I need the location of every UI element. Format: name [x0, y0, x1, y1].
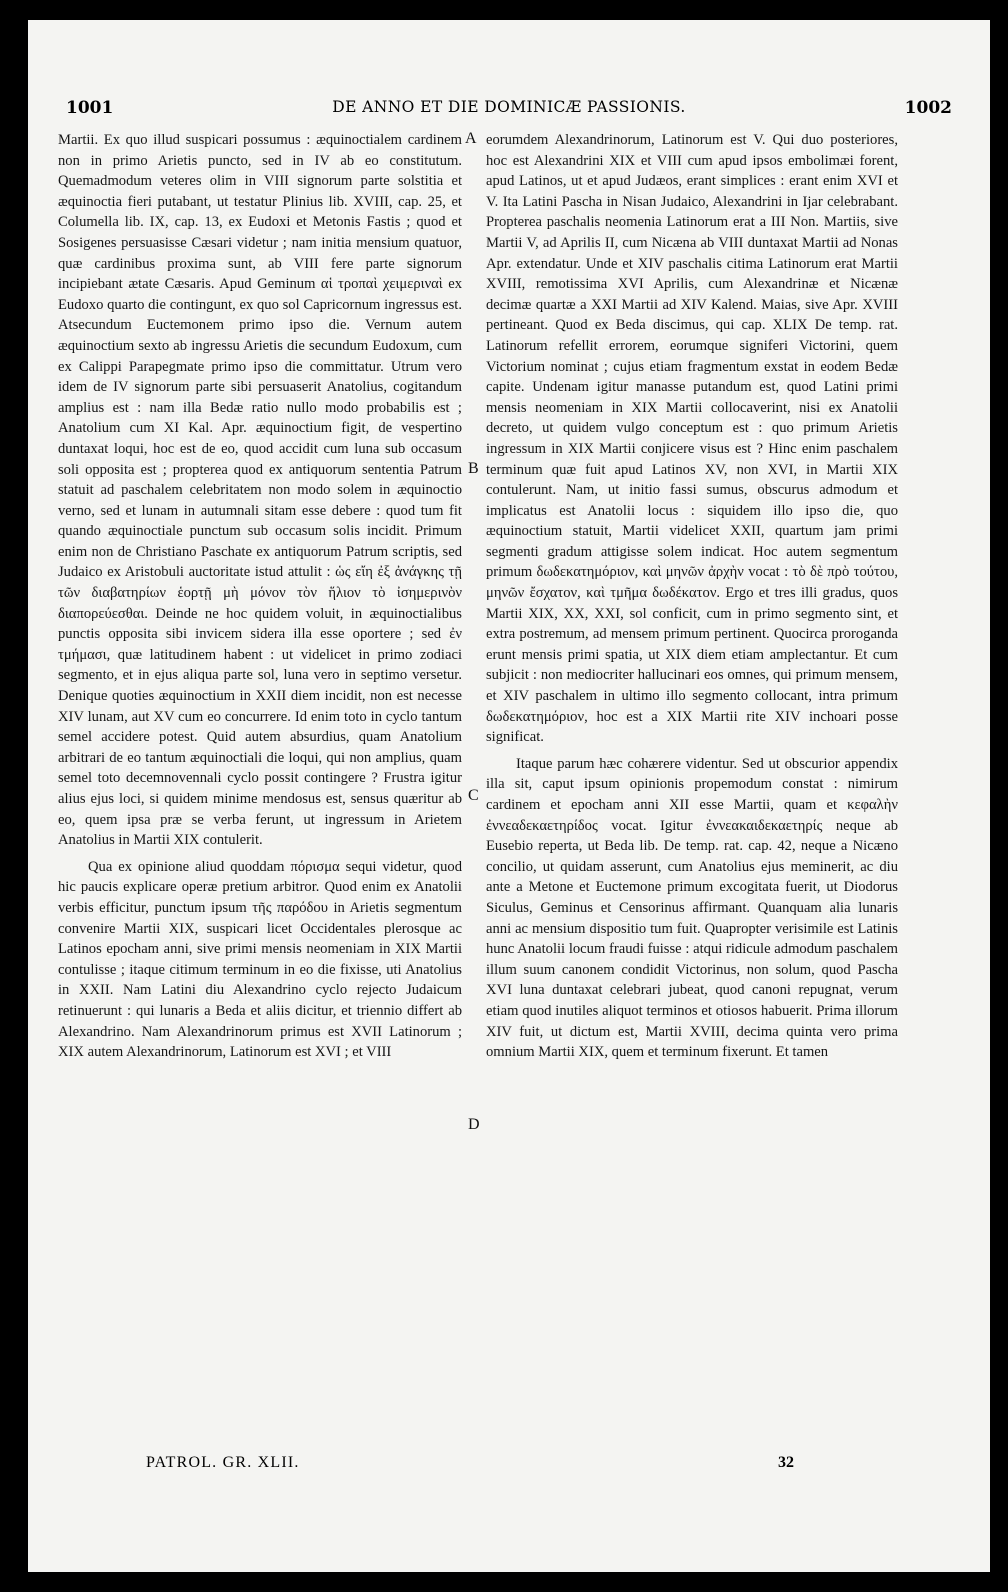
paragraph: Qua ex opinione aliud quoddam πόρισμα sequi videtur, quod hic paucis explicare operæ pretium arbitror. Quod enim ex Anatolii verbis efficitur, punctum ipsum τῆς παρόδου in Arietis segmentum convenire Martii XIX, suspicari licet Occidentales plerosque ac Latinos epocham anni, sive primi mensis neomeniam in XIX Martii contulisse ; itaque citimum terminum in eo die fixisse, uti Anatolius in XXII. Nam Latini diu Alexandrino cyclo rejecto Judaicum retinuerunt : qui lunaris a Beda et aliis dicitur, et triennio differt ab Alexandrino. Nam Alexandrinorum primus est XVII Latinorum ; XIX autem Alexandrinorum, Latinorum est XVI ; et VIII	[58, 858, 462, 1061]
document-page	[28, 20, 990, 1572]
left-column	[58, 130, 462, 1063]
page-number-left: 1001	[66, 98, 114, 118]
right-column	[486, 130, 898, 1063]
page-number-right: 1002	[904, 98, 952, 118]
printer-signature: PATROL. GR. XLII.	[146, 1454, 300, 1471]
paragraph: Martii. Ex quo illud suspicari possumus : æquinoctialem cardinem non in primo Arietis puncto, sed in IV ab eo constitutum. Quemadmodum veteres olim in VIII signorum parte solstitia et æquinoctia fieri putabant, ut testatur Plinius lib. XVIII, cap. 25, et Columella lib. IX, cap. 13, ex Eudoxi et Metonis Fastis ; quod et Sosigenes persuasisse Cæsari videtur ; nam initia mensium quatuor, quæ cardinibus proxima sunt, ab VIII fere parte signorum incipiebant ætate Cæsaris. Apud Geminum αἱ τροπαὶ χειμεριναὶ ex Eudoxo quarto die contingunt, ex quo sol Capricornum ingressus est. Atsecundum Euctemonem primo ipso die. Vernum autem æquinoctium sexto ab ingressu Arietis die secundum Eudoxum, cum ex Calippi Parapegmate primo ipso die committatur. Utrum vero idem de IV signorum parte sibi persuaserit Anatolius, cogitandum amplius est : nam illa Bedæ ratio nullo modo probabilis est ; Anatolium cum XI Kal. Apr. æquinoctium figit, de vespertino duntaxat loqui, hoc est de eo, quod accidit cum luna sub occasum soli opposita est ; propterea quod ex antiquorum sententia Patrum statuit ad paschalem celebritatem non modo solem in æquinoctio verno, sed et lunam in autumnali sitam esse debere : quod tum fit quando æquinoctiale punctum sub occasum solis incidit. Primum enim non de Christiano Paschate ex antiquorum Patrum scriptis, sed Judaico ex Aristobuli auctoritate istud attulit : ὡς εἴη ἐξ ἀνάγκης τῇ τῶν διαβατηρίων ἑορτῇ μὴ μόνον τὸν ἥλιον τὸ ἰσημερινὸν διαπορεύεσθαι. Deinde ne hoc quidem voluit, in æquinoctialibus punctis opposita sibi invicem sidera illa esse oportere ; sed ἐν τμήμασι, quæ latitudinem habent : ut videlicet in primo zodiaci segmento, et in ejus aliqua parte sol, luna vero in septimo versetur. Denique quoties æquinoctium in XXII diem incidit, non est necesse XIV lunam, aut XV cum eo concurrere. Id enim toto in cyclo tantum semel accidere potest. Quid autem absurdius, quam Anatolium arbitrari de eo tantum æquinoctiali die loqui, qui non amplius, quam semel toto decemnovennali cyclo possit contingere ? Frustra igitur alius ejus loci, si quidem minime mendosus est, sensus quæritur ab eo, quem ipsa præ se verba ferunt, ut ingressum in Arietem Anatolius in Martii XIX contulerit.	[58, 132, 462, 849]
section-marker-c: C	[468, 787, 479, 804]
paragraph: eorumdem Alexandrinorum, Latinorum est V. Qui duo posteriores, hoc est Alexandrini XIX et VIII cum apud ipsos embolimæi forent, apud Latinos, ut et apud Judæos, erant simplices : erant enim XVI et V. Ita Latini Pascha in Nisan Judaico, Alexandrini in Ijar celebrabant. Propterea paschalis neomenia Latinorum erat a III Non. Martiis, sive Martii V, ad Aprilis II, cum Nicæna ab VIII duntaxat Martii ad Nonas Apr. extendatur. Unde et XIV paschalis citima Latinorum erat Martii XVIII, remotissima XVI Aprilis, cum Alexandrinæ et Nicænæ decimæ quartæ a XXI Martii ad XIV Kalend. Maias, sive Apr. XVIII pertineant. Quod ex Beda discimus, qui cap. XLIX De temp. rat. Latinorum refellit errorem, eorumque signiferi Victorini, quem Victorium nominat ; cujus etiam fragmentum exstat in eodem Bedæ capite. Undenam igitur manasse putandum est, quod Latini primi mensis neomeniam in XIX Martii collocaverint, nisi ex Anatolii decreto, ut quidem vulgo conceptum est : quo primum Arietis ingressum in XIX Martii conjicere visus est ? Hinc enim paschalem terminum quæ fuit apud Latinos XV, non XVI, in Martii XIX contulerunt. Nam, ut initio fassi sumus, obscurus admodum et implicatus est Anatolii locus : siquidem illo ipso die, quo æquinoctium statuit, Martii videlicet XXII, quartum jam primi segmenti gradum attigisse solem indicat. Hoc autem segmentum primum δωδεκατημόριον, καὶ μηνῶν ἀρχὴν vocat : τὸ δὲ πρὸ τούτου, μηνῶν ἔσχατον, καὶ τμῆμα δωδέκατον. Ergo et tres illi gradus, quos Martii XIX, XX, XXI, sol conficit, cum in primo segmento sint, et extra postremum, ad mensem primum pertinent. Quocirca proroganda erunt mensis primi spatia, ut XIX diem etiam amplectantur. Et cum subjicit : non mediocriter hallucinari eos omnes, qui primum mensem, et XIV paschalem in ultimo illo segmento collocant, intra primum δωδεκατημόριον, hoc est a XIX Martii rite XIV inchoari posse significat.	[486, 132, 898, 746]
section-marker-a: A	[465, 130, 477, 147]
running-title: DE ANNO ET DIE DOMINICÆ PASSIONIS.	[332, 98, 686, 116]
paragraph: Itaque parum hæc cohærere videntur. Sed ut obscurior appendix illa sit, caput ipsum opinionis propemodum constat : nimirum cardinem et epocham anni XII esse Martii, quam et κεφαλὴν ἐννεαδεκαετηρίδος vocat. Igitur ἐννεακαιδεκαετηρίς neque ab Eusebio reperta, ut Beda lib. De temp. rat. cap. 42, neque a Nicæno concilio, ut quidam asserunt, cum Anatolius ejus meminerit, ac diu ante a Metone et Euctemone primum excogitata fuerit, ut Diodorus Siculus, Geminus et Censorinus affirmant. Quanquam alia lunaris anni ac mensium dispositio tum fuit. Quapropter verisimile est Latinis hunc Anatolii locum fraudi fuisse : atqui ridicule admodum paschalem illum suum canonem condidit Victorinus, non solum, quod Pascha XVI luna duntaxat celebrari jubeat, quod canoni repugnat, verum etiam quod inutiles aliquot terminos et otiosos habuerit. Prima illorum XIV fuit, ut dictum est, Martii XVIII, decima quinta vero prima omnium Martii XIX, quem et terminum fixerunt. Et tamen	[486, 755, 898, 1061]
page-header	[28, 78, 990, 118]
sheet-number: 32	[778, 1454, 794, 1471]
section-marker-b: B	[468, 460, 479, 477]
section-marker-d: D	[468, 1116, 480, 1133]
